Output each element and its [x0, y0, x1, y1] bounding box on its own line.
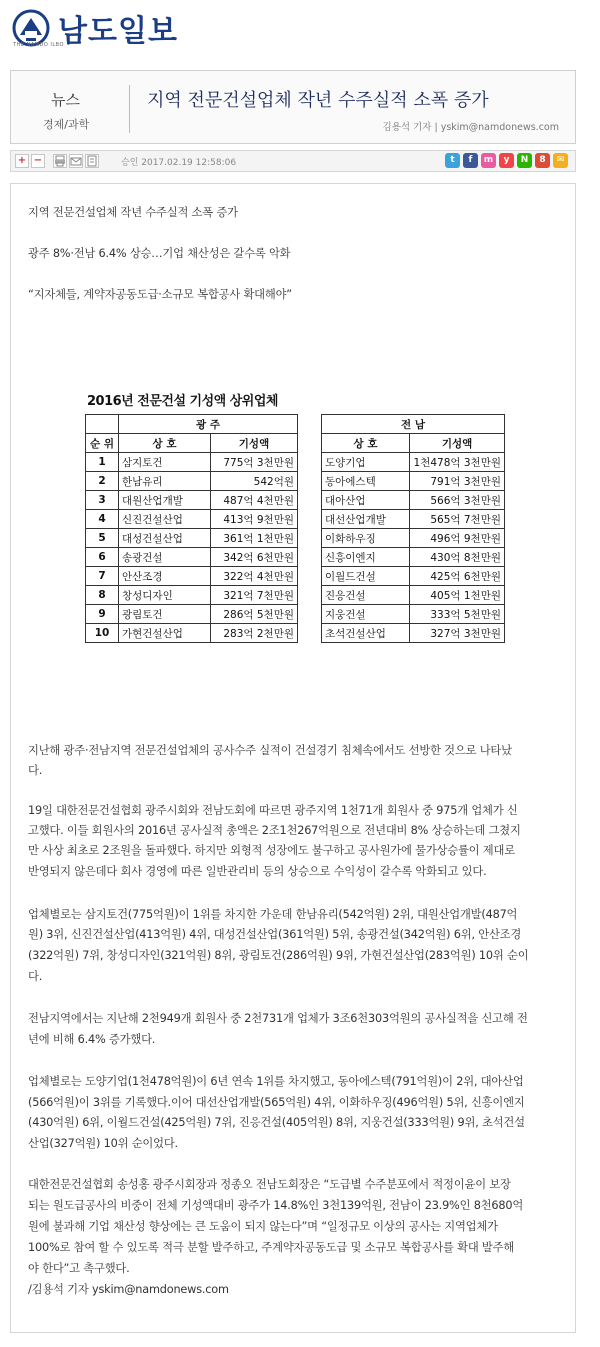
amount-cell: 1천478억 3천만원: [410, 453, 505, 472]
body-line: 야 한다”고 촉구했다.: [28, 1262, 130, 1275]
body-line: 다.: [28, 970, 43, 983]
company-cell: 한남유리: [119, 472, 211, 491]
reporter-signature: /김용석 기자 yskim@namdonews.com: [28, 1283, 229, 1296]
table-row: [86, 586, 298, 605]
amount-cell: 342억 6천만원: [211, 548, 298, 567]
rank-cell: 2: [86, 472, 119, 491]
lead-line: 지역 전문건설업체 작년 수주실적 소폭 증가: [28, 206, 238, 219]
company-cell: 대아산업: [322, 491, 410, 510]
amount-cell: 321억 7천만원: [211, 586, 298, 605]
table-row: [86, 567, 298, 586]
company-cell: 대선산업개발: [322, 510, 410, 529]
yozm-share-icon[interactable]: y: [499, 153, 514, 168]
jeonnam-table: [321, 414, 505, 643]
company-cell: 이화하우징: [322, 529, 410, 548]
body-line: 업체별로는 도양기업(1천478억원)이 6년 연속 1위를 차지했고, 동아에스텍(791억원)이 2위, 대아산업: [28, 1075, 524, 1088]
rank-cell: 4: [86, 510, 119, 529]
body-line: 산업(327억원) 10위 순이었다.: [28, 1137, 178, 1150]
amount-cell: 565억 7천만원: [410, 510, 505, 529]
rank-cell: 5: [86, 529, 119, 548]
body-line: 원) 3위, 신진건설산업(413억원) 4위, 대성건설산업(361억원) 5위, 송광건설(342억원) 6위, 안산조경: [28, 928, 522, 941]
jeonnam-region-header: 전 남: [322, 415, 505, 434]
table-row: [322, 453, 505, 472]
body-line: 반영되지 않은데다 회사 경영에 따른 일반관리비 등의 상승으로 수익성이 갈수록 악화되고 있다.: [28, 865, 487, 878]
table-row: [322, 510, 505, 529]
amount-cell: 405억 1천만원: [410, 586, 505, 605]
body-line: 되는 원도급공사의 비중이 전체 기성액대비 광주가 14.8%인 3천139억원, 전남이 23.9%인 8천680억: [28, 1199, 524, 1212]
body-line: 대한전문건설협회 송성홍 광주시회장과 정종오 전남도회장은 “도급별 수주분포에서 적정이윤이 보장: [28, 1178, 511, 1191]
rank-cell: 9: [86, 605, 119, 624]
company-cell: 창성디자인: [119, 586, 211, 605]
body-line: 년에 비해 6.4% 증가했다.: [28, 1033, 156, 1046]
amount-cell: 361억 1천만원: [211, 529, 298, 548]
table-row: [322, 529, 505, 548]
table-row: [86, 491, 298, 510]
article-header: [10, 70, 576, 144]
company-cell: 송광건설: [119, 548, 211, 567]
article-toolbar: [10, 150, 576, 172]
table-row: [86, 529, 298, 548]
rank-cell: 7: [86, 567, 119, 586]
body-line: (566억원)이 3위를 기록했다.이어 대선산업개발(565억원) 4위, 이화하우징(496억원) 5위, 신흥이엔지: [28, 1096, 525, 1109]
header-divider: [129, 85, 130, 133]
twitter-share-icon[interactable]: t: [445, 153, 460, 168]
amount-header: 기성액: [410, 434, 505, 453]
company-header: 상 호: [322, 434, 410, 453]
amount-cell: 566억 3천만원: [410, 491, 505, 510]
table-row: [86, 605, 298, 624]
rank-cell: 3: [86, 491, 119, 510]
table-row: [322, 491, 505, 510]
table-row: [322, 605, 505, 624]
table-row: [86, 510, 298, 529]
body-line: 업체별로는 삼지토건(775억원)이 1위를 차지한 가운데 한남유리(542억원) 2위, 대원산업개발(487억: [28, 908, 518, 921]
amount-cell: 791억 3천만원: [410, 472, 505, 491]
amount-cell: 487억 4천만원: [211, 491, 298, 510]
amount-cell: 496억 9천만원: [410, 529, 505, 548]
amount-header: 기성액: [211, 434, 298, 453]
company-cell: 대성건설산업: [119, 529, 211, 548]
article-body: [10, 183, 576, 1333]
amount-cell: 542억원: [211, 472, 298, 491]
company-cell: 삼지토건: [119, 453, 211, 472]
table-title: 2016년 전문건설 기성액 상위업체: [87, 394, 278, 409]
article-byline: 김용석 기자 | yskim@namdonews.com: [382, 122, 559, 133]
table-row: [322, 624, 505, 643]
email-icon[interactable]: [69, 154, 83, 168]
amount-cell: 425억 6천만원: [410, 567, 505, 586]
body-line: 다.: [28, 764, 43, 777]
company-cell: 동아에스텍: [322, 472, 410, 491]
print-icon[interactable]: [53, 154, 67, 168]
company-header: 상 호: [119, 434, 211, 453]
company-cell: 도양기업: [322, 453, 410, 472]
company-cell: 대원산업개발: [119, 491, 211, 510]
me2day-share-icon[interactable]: m: [481, 153, 496, 168]
company-cell: 지웅건설: [322, 605, 410, 624]
scrap-icon[interactable]: [85, 154, 99, 168]
body-line: 만 사상 최초로 2조원을 돌파했다. 하지만 외형적 성장에도 불구하고 공사원가에 물가상승률이 제대로: [28, 844, 515, 857]
table-row: [322, 567, 505, 586]
logo-wordmark: 남도일보: [58, 14, 178, 49]
body-line: 고했다. 이들 회원사의 2016년 공사실적 총액은 2조1천267억원으로 전년대비 8% 상승하는데 그쳤지: [28, 824, 521, 837]
rank-cell: 10: [86, 624, 119, 643]
table-row: [86, 453, 298, 472]
amount-cell: 333억 5천만원: [410, 605, 505, 624]
naver-share-icon[interactable]: N: [517, 153, 532, 168]
rank-cell: 8: [86, 586, 119, 605]
company-cell: 안산조경: [119, 567, 211, 586]
amount-cell: 286억 5천만원: [211, 605, 298, 624]
body-line: 전남지역에서는 지난해 2천949개 회원사 중 2천731개 업체가 3조6천303억원의 공사실적을 신고해 전: [28, 1012, 528, 1025]
font-increase-button[interactable]: +: [15, 154, 29, 168]
article-headline: 지역 전문건설업체 작년 수주실적 소폭 증가: [147, 90, 489, 111]
rank-cell: 1: [86, 453, 119, 472]
logo-subtitle: THE NAMDO ILBO: [13, 42, 64, 48]
company-cell: 신진건설산업: [119, 510, 211, 529]
body-line: 지난해 광주·전남지역 전문건설업체의 공사수주 실적이 건설경기 침체속에서도 선방한 것으로 나타났: [28, 744, 512, 757]
gwangju-table: [85, 414, 298, 643]
amount-cell: 413억 9천만원: [211, 510, 298, 529]
posted-date: 승인 2017.02.19 12:58:06: [121, 158, 237, 168]
table-row: [322, 472, 505, 491]
table-row: [322, 548, 505, 567]
body-line: (430억원) 6위, 이월드건설(425억원) 7위, 진응건설(405억원) 8위, 지웅건설(333억원) 9위, 초석건설: [28, 1116, 525, 1129]
google-share-icon[interactable]: 8: [535, 153, 550, 168]
company-cell: 초석건설산업: [322, 624, 410, 643]
body-line: 원에 불과해 기업 채산성 향상에는 큰 도움이 되지 않는다”며 “일정규모 이상의 공사는 지역업체가: [28, 1220, 498, 1233]
company-cell: 가현건설산업: [119, 624, 211, 643]
company-cell: 광림토건: [119, 605, 211, 624]
rank-cell: 6: [86, 548, 119, 567]
body-line: (322억원) 7위, 창성디자인(321억원) 8위, 광림토건(286억원) 9위, 가현건설산업(283억원) 10위 순이: [28, 949, 529, 962]
body-line: 100%로 참여 할 수 있도록 적극 분할 발주하고, 주계약자공동도급 및 소규모 복합공사를 확대 발주해: [28, 1241, 515, 1254]
lead-line: “지자체들, 계약자공동도급·소규모 복합공사 확대해야”: [28, 288, 292, 301]
ranking-table-figure: [85, 384, 505, 674]
amount-cell: 775억 3천만원: [211, 453, 298, 472]
table-row: [86, 548, 298, 567]
table-row: [322, 586, 505, 605]
company-cell: 진응건설: [322, 586, 410, 605]
body-line: 19일 대한전문건설협회 광주시회와 전남도회에 따르면 광주지역 1천71개 회원사 중 975개 업체가 신: [28, 804, 518, 817]
amount-cell: 322억 4천만원: [211, 567, 298, 586]
amount-cell: 283억 2천만원: [211, 624, 298, 643]
company-cell: 이월드건설: [322, 567, 410, 586]
gwangju-region-header: 광 주: [119, 415, 298, 434]
facebook-share-icon[interactable]: f: [463, 153, 478, 168]
amount-cell: 327억 3천만원: [410, 624, 505, 643]
section-name[interactable]: 뉴스: [51, 91, 80, 109]
table-row: [86, 472, 298, 491]
font-decrease-button[interactable]: −: [31, 154, 45, 168]
company-cell: 신흥이엔지: [322, 548, 410, 567]
mail-share-icon[interactable]: ✉: [553, 153, 568, 168]
rank-header: 순 위: [86, 434, 119, 453]
section-category[interactable]: 경제/과학: [43, 118, 90, 131]
table-row: [86, 624, 298, 643]
amount-cell: 430억 8천만원: [410, 548, 505, 567]
lead-line: 광주 8%·전남 6.4% 상승…기업 채산성은 갈수록 악화: [28, 247, 291, 260]
